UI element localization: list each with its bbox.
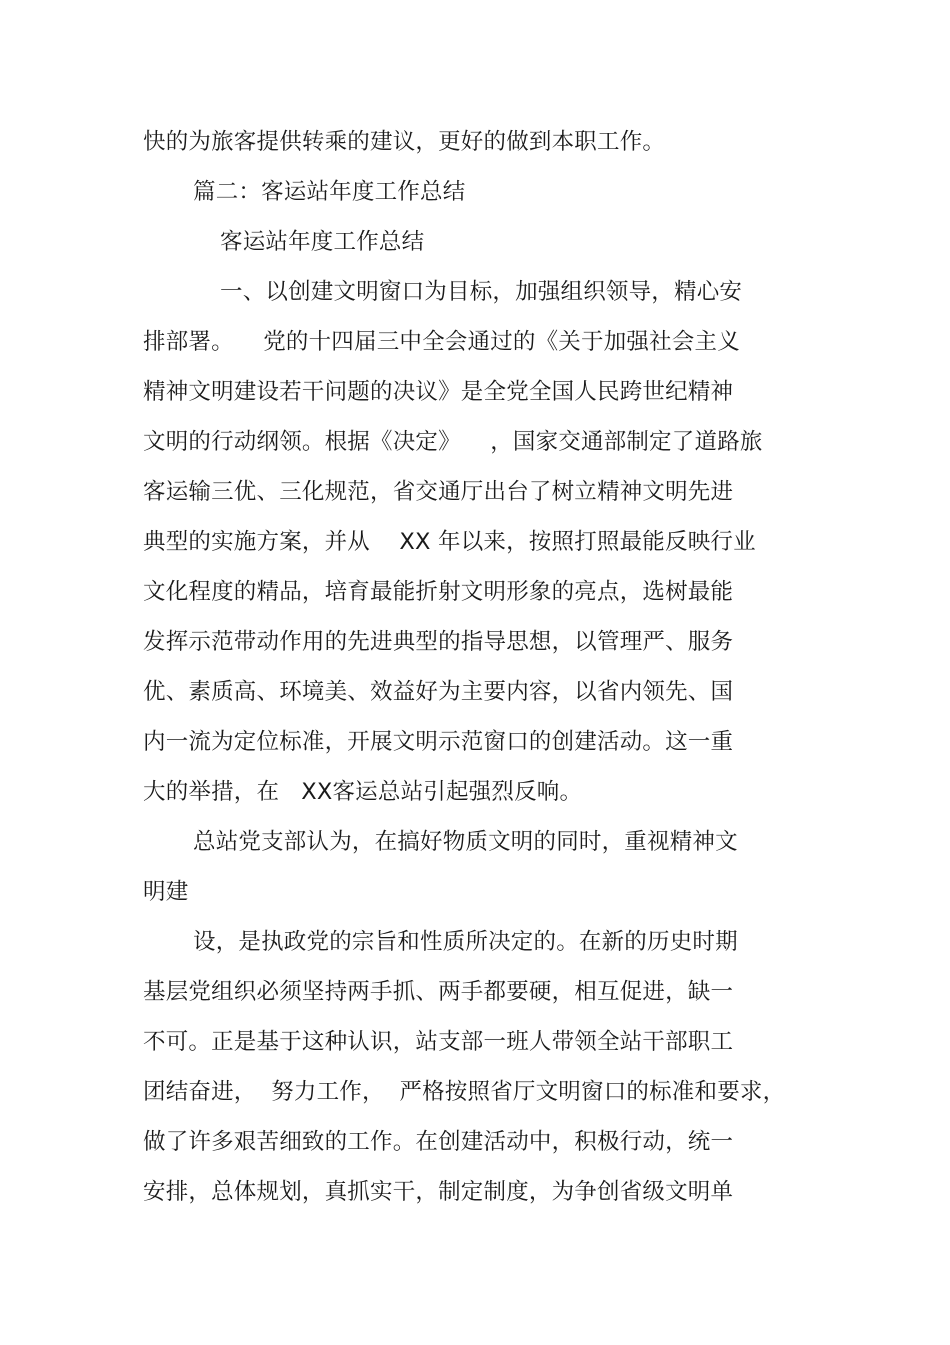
text-line: 发挥示范带动作用的先进典型的指导思想，以管理严、服务 [143,629,734,655]
paragraph-start: 总站党支部认为，在搞好物质文明的同时，重视精神文 [193,829,738,855]
text-line: 文化程度的精品，培育最能折射文明形象的亮点，选树最能 [143,579,734,605]
text-line: 精神文明建设若干问题的决议》是全党全国人民跨世纪精神 [143,379,734,405]
section-heading: 篇二：客运站年度工作总结 [193,179,466,205]
text-line: 典型的实施方案，并从 XX 年以来，按照打照最能反映行业 [143,529,756,555]
paragraph-start: 设，是执政党的宗旨和性质所决定的。在新的历史时期 [193,929,738,955]
text-line: 优、素质高、环境美、效益好为主要内容，以省内领先、国 [143,679,734,705]
text-line: 排部署。 党的十四届三中全会通过的《关于加强社会主义 [143,329,740,355]
text-line: 不可。正是基于这种认识，站支部一班人带领全站干部职工 [143,1029,734,1055]
paragraph-heading: 一、以创建文明窗口为目标，加强组织领导，精心安 [220,279,743,305]
text-line: 基层党组织必须坚持两手抓、两手都要硬，相互促进，缺一 [143,979,734,1005]
text-line: 明建 [143,879,189,905]
text-line: 团结奋进， 努力工作， 严格按照省厅文明窗口的标准和要求， [143,1079,786,1105]
text-line-continuation: 快的为旅客提供转乘的建议，更好的做到本职工作。 [143,129,666,155]
text-line: 文明的行动纲领。根据《决定》 ，国家交通部制定了道路旅 [143,429,763,455]
text-line: 客运输三优、三化规范，省交通厅出台了树立精神文明先进 [143,479,734,505]
text-line: 安排，总体规划，真抓实干，制定制度，为争创省级文明单 [143,1179,734,1205]
text-line: 大的举措，在 XX客运总站引起强烈反响。 [143,779,583,805]
text-line: 做了许多艰苦细致的工作。在创建活动中，积极行动，统一 [143,1129,734,1155]
text-line: 内一流为定位标准，开展文明示范窗口的创建活动。这一重 [143,729,734,755]
section-title: 客运站年度工作总结 [220,229,425,255]
